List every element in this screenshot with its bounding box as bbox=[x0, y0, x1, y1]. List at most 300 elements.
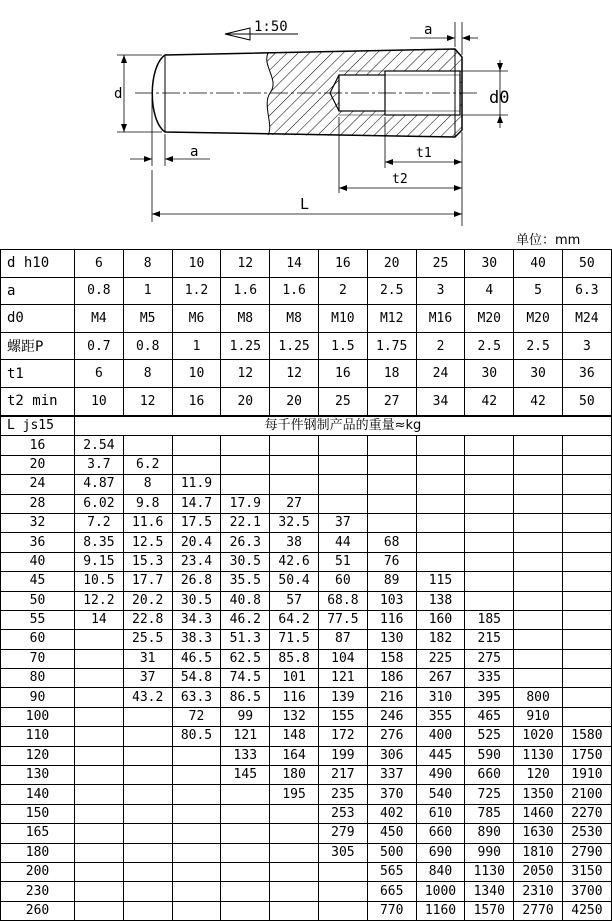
weight-cell: 46.5 bbox=[172, 649, 221, 668]
weight-cell bbox=[172, 785, 221, 804]
spec-cell: 8 bbox=[123, 250, 172, 278]
weight-row bbox=[1, 707, 612, 726]
weight-cell: 6.02 bbox=[75, 494, 124, 513]
weight-cell: 199 bbox=[318, 746, 367, 765]
weight-cell bbox=[221, 804, 270, 823]
label-t1: t1 bbox=[416, 146, 432, 161]
technical-drawing bbox=[0, 0, 612, 226]
weight-row bbox=[1, 901, 612, 920]
weight-cell bbox=[172, 436, 221, 455]
weight-cell: 7.2 bbox=[75, 513, 124, 532]
weight-cell: 445 bbox=[416, 746, 465, 765]
weight-cell: 76 bbox=[367, 552, 416, 571]
spec-row-label: d h10 bbox=[1, 250, 75, 278]
spec-row bbox=[1, 305, 612, 333]
weight-cell: 235 bbox=[318, 785, 367, 804]
weight-cell bbox=[562, 630, 611, 649]
weight-cell: 133 bbox=[221, 746, 270, 765]
weight-row-length: 28 bbox=[1, 494, 75, 513]
weight-cell: 3150 bbox=[562, 862, 611, 881]
weight-cell: 51 bbox=[318, 552, 367, 571]
weight-cell: 116 bbox=[367, 610, 416, 629]
weight-cell bbox=[123, 901, 172, 920]
weight-cell bbox=[221, 882, 270, 901]
weight-row-length: 50 bbox=[1, 591, 75, 610]
weight-row-length: 150 bbox=[1, 804, 75, 823]
weight-cell bbox=[123, 862, 172, 881]
weight-cell: 50.4 bbox=[270, 572, 319, 591]
spec-cell: M16 bbox=[416, 305, 465, 333]
weight-cell bbox=[172, 455, 221, 474]
weight-cell: 164 bbox=[270, 746, 319, 765]
weight-cell: 120 bbox=[514, 766, 563, 785]
weight-cell: 253 bbox=[318, 804, 367, 823]
weight-cell bbox=[270, 901, 319, 920]
weight-cell: 30.5 bbox=[172, 591, 221, 610]
weight-cell bbox=[75, 766, 124, 785]
weight-cell bbox=[514, 455, 563, 474]
spec-cell: M4 bbox=[75, 305, 124, 333]
spec-cell: M6 bbox=[172, 305, 221, 333]
weight-cell bbox=[123, 746, 172, 765]
weight-cell: 910 bbox=[514, 707, 563, 726]
weight-row-length: 60 bbox=[1, 630, 75, 649]
spec-row-label: 螺距P bbox=[1, 332, 75, 360]
weight-cell: 38 bbox=[270, 533, 319, 552]
weight-row bbox=[1, 630, 612, 649]
weight-cell: 160 bbox=[416, 610, 465, 629]
weight-row bbox=[1, 785, 612, 804]
weight-cell bbox=[514, 610, 563, 629]
weight-cell: 132 bbox=[270, 707, 319, 726]
spec-cell: 20 bbox=[367, 250, 416, 278]
weight-cell: 355 bbox=[416, 707, 465, 726]
weight-cell: 785 bbox=[465, 804, 514, 823]
weight-row-length: 140 bbox=[1, 785, 75, 804]
weight-cell: 20.2 bbox=[123, 591, 172, 610]
weight-cell bbox=[318, 901, 367, 920]
spec-row bbox=[1, 387, 612, 415]
weight-cell bbox=[75, 746, 124, 765]
spec-cell: 10 bbox=[172, 250, 221, 278]
spec-cell: 25 bbox=[416, 250, 465, 278]
spec-cell: 40 bbox=[514, 250, 563, 278]
label-a-left: a bbox=[190, 144, 199, 160]
weight-cell bbox=[75, 862, 124, 881]
weight-row bbox=[1, 766, 612, 785]
weight-row bbox=[1, 455, 612, 474]
weight-cell bbox=[123, 804, 172, 823]
weight-cell bbox=[318, 494, 367, 513]
spec-cell: 14 bbox=[270, 250, 319, 278]
weight-cell: 9.15 bbox=[75, 552, 124, 571]
weight-cell bbox=[270, 804, 319, 823]
spec-cell: 0.7 bbox=[75, 332, 124, 360]
weight-header-row bbox=[1, 417, 612, 436]
weight-cell: 279 bbox=[318, 824, 367, 843]
weight-cell: 104 bbox=[318, 649, 367, 668]
weight-cell: 46.2 bbox=[221, 610, 270, 629]
weight-cell: 1810 bbox=[514, 843, 563, 862]
weight-row-length: 200 bbox=[1, 862, 75, 881]
weight-cell: 225 bbox=[416, 649, 465, 668]
weight-cell: 335 bbox=[465, 669, 514, 688]
weight-cell bbox=[562, 533, 611, 552]
weight-cell: 40.8 bbox=[221, 591, 270, 610]
spec-cell: 0.8 bbox=[123, 332, 172, 360]
weight-cell: 87 bbox=[318, 630, 367, 649]
weight-cell: 148 bbox=[270, 727, 319, 746]
weight-cell bbox=[367, 455, 416, 474]
weight-cell bbox=[123, 882, 172, 901]
weight-row-length: 120 bbox=[1, 746, 75, 765]
label-L: L bbox=[300, 195, 310, 213]
weight-cell: 63.3 bbox=[172, 688, 221, 707]
weight-cell bbox=[514, 572, 563, 591]
spec-cell: 2.5 bbox=[514, 332, 563, 360]
weight-cell bbox=[172, 862, 221, 881]
weight-cell bbox=[562, 494, 611, 513]
weight-cell bbox=[172, 766, 221, 785]
weight-cell bbox=[172, 901, 221, 920]
spec-cell: 12 bbox=[123, 387, 172, 415]
spec-cell: 10 bbox=[172, 360, 221, 388]
weight-cell: 42.6 bbox=[270, 552, 319, 571]
weight-cell bbox=[123, 727, 172, 746]
weight-cell bbox=[221, 901, 270, 920]
spec-cell: 25 bbox=[318, 387, 367, 415]
weight-cell bbox=[416, 494, 465, 513]
weight-cell bbox=[221, 475, 270, 494]
weight-cell: 17.9 bbox=[221, 494, 270, 513]
weight-cell bbox=[465, 455, 514, 474]
weight-cell: 310 bbox=[416, 688, 465, 707]
weight-cell bbox=[270, 455, 319, 474]
spec-cell: 12 bbox=[221, 250, 270, 278]
weight-cell bbox=[562, 649, 611, 668]
weight-cell: 138 bbox=[416, 591, 465, 610]
weight-cell: 1630 bbox=[514, 824, 563, 843]
spec-row-label: d0 bbox=[1, 305, 75, 333]
weight-row bbox=[1, 552, 612, 571]
label-d: d bbox=[114, 86, 123, 102]
weight-cell: 770 bbox=[367, 901, 416, 920]
weight-cell bbox=[514, 552, 563, 571]
weight-cell bbox=[465, 494, 514, 513]
weight-cell bbox=[75, 785, 124, 804]
weight-cell bbox=[465, 436, 514, 455]
weight-cell: 22.8 bbox=[123, 610, 172, 629]
spec-cell: M20 bbox=[465, 305, 514, 333]
spec-cell: M12 bbox=[367, 305, 416, 333]
weight-row-length: 230 bbox=[1, 882, 75, 901]
weight-cell bbox=[562, 436, 611, 455]
weight-cell bbox=[75, 649, 124, 668]
weight-table bbox=[0, 416, 612, 921]
weight-cell: 139 bbox=[318, 688, 367, 707]
weight-cell bbox=[270, 436, 319, 455]
weight-row bbox=[1, 824, 612, 843]
weight-cell: 660 bbox=[465, 766, 514, 785]
weight-cell bbox=[172, 746, 221, 765]
spec-cell: 2 bbox=[318, 277, 367, 305]
weight-cell bbox=[416, 533, 465, 552]
spec-row bbox=[1, 250, 612, 278]
weight-cell: 31 bbox=[123, 649, 172, 668]
spec-cell: M5 bbox=[123, 305, 172, 333]
weight-cell bbox=[270, 882, 319, 901]
weight-cell bbox=[75, 824, 124, 843]
weight-cell: 306 bbox=[367, 746, 416, 765]
weight-cell: 1910 bbox=[562, 766, 611, 785]
weight-cell bbox=[75, 727, 124, 746]
label-t2: t2 bbox=[392, 172, 408, 187]
weight-cell: 1570 bbox=[465, 901, 514, 920]
weight-cell: 185 bbox=[465, 610, 514, 629]
spec-cell: 1.2 bbox=[172, 277, 221, 305]
weight-cell bbox=[465, 552, 514, 571]
weight-cell: 145 bbox=[221, 766, 270, 785]
spec-cell: 16 bbox=[318, 360, 367, 388]
weight-row bbox=[1, 475, 612, 494]
weight-cell: 35.5 bbox=[221, 572, 270, 591]
weight-cell: 37 bbox=[318, 513, 367, 532]
weight-cell: 85.8 bbox=[270, 649, 319, 668]
spec-cell: 1 bbox=[172, 332, 221, 360]
weight-row bbox=[1, 862, 612, 881]
weight-cell bbox=[221, 455, 270, 474]
weight-cell bbox=[221, 862, 270, 881]
weight-cell bbox=[318, 436, 367, 455]
weight-cell bbox=[416, 552, 465, 571]
spec-row bbox=[1, 277, 612, 305]
weight-cell: 68 bbox=[367, 533, 416, 552]
weight-cell bbox=[562, 610, 611, 629]
weight-cell: 267 bbox=[416, 669, 465, 688]
unit-label: 单位：mm bbox=[516, 233, 581, 248]
spec-cell: 1.75 bbox=[367, 332, 416, 360]
weight-row bbox=[1, 649, 612, 668]
spec-cell: M24 bbox=[562, 305, 611, 333]
weight-cell bbox=[514, 494, 563, 513]
weight-cell: 2790 bbox=[562, 843, 611, 862]
weight-cell bbox=[562, 455, 611, 474]
weight-cell bbox=[416, 513, 465, 532]
weight-cell bbox=[221, 436, 270, 455]
weight-cell bbox=[514, 591, 563, 610]
weight-row-length: 36 bbox=[1, 533, 75, 552]
weight-cell: 10.5 bbox=[75, 572, 124, 591]
spec-cell: 42 bbox=[465, 387, 514, 415]
weight-cell: 402 bbox=[367, 804, 416, 823]
spec-cell: M10 bbox=[318, 305, 367, 333]
weight-cell bbox=[270, 824, 319, 843]
weight-row-length: 110 bbox=[1, 727, 75, 746]
spec-cell: 5 bbox=[514, 277, 563, 305]
weight-cell: 20.4 bbox=[172, 533, 221, 552]
weight-cell: 3.7 bbox=[75, 455, 124, 474]
weight-cell bbox=[318, 862, 367, 881]
weight-cell: 1130 bbox=[514, 746, 563, 765]
spec-row-label: t1 bbox=[1, 360, 75, 388]
weight-cell bbox=[562, 572, 611, 591]
weight-cell bbox=[75, 882, 124, 901]
weight-cell: 890 bbox=[465, 824, 514, 843]
weight-row bbox=[1, 610, 612, 629]
weight-cell: 1460 bbox=[514, 804, 563, 823]
weight-cell: 2100 bbox=[562, 785, 611, 804]
spec-cell: 30 bbox=[465, 250, 514, 278]
weight-cell bbox=[75, 901, 124, 920]
weight-cell bbox=[270, 475, 319, 494]
weight-cell: 6.2 bbox=[123, 455, 172, 474]
weight-cell bbox=[416, 455, 465, 474]
weight-cell: 8.35 bbox=[75, 533, 124, 552]
weight-cell: 1020 bbox=[514, 727, 563, 746]
weight-cell bbox=[172, 804, 221, 823]
weight-cell: 54.8 bbox=[172, 669, 221, 688]
weight-cell bbox=[172, 843, 221, 862]
weight-cell: 155 bbox=[318, 707, 367, 726]
weight-row-length: 100 bbox=[1, 707, 75, 726]
spec-cell: 1.6 bbox=[221, 277, 270, 305]
weight-cell: 71.5 bbox=[270, 630, 319, 649]
weight-cell bbox=[514, 533, 563, 552]
weight-cell bbox=[75, 843, 124, 862]
weight-cell: 30.5 bbox=[221, 552, 270, 571]
weight-cell: 101 bbox=[270, 669, 319, 688]
weight-cell: 130 bbox=[367, 630, 416, 649]
spec-cell: 1.25 bbox=[270, 332, 319, 360]
weight-cell: 590 bbox=[465, 746, 514, 765]
weight-cell: 450 bbox=[367, 824, 416, 843]
weight-cell bbox=[562, 552, 611, 571]
weight-cell bbox=[514, 649, 563, 668]
spec-cell: M8 bbox=[221, 305, 270, 333]
weight-cell: 725 bbox=[465, 785, 514, 804]
weight-row bbox=[1, 494, 612, 513]
taper-label: 1:50 bbox=[254, 19, 288, 35]
weight-row bbox=[1, 804, 612, 823]
spec-cell: 16 bbox=[318, 250, 367, 278]
spec-table bbox=[0, 249, 612, 416]
weight-cell: 38.3 bbox=[172, 630, 221, 649]
spec-cell: 30 bbox=[465, 360, 514, 388]
weight-cell: 158 bbox=[367, 649, 416, 668]
spec-cell: 1 bbox=[123, 277, 172, 305]
spec-cell: 30 bbox=[514, 360, 563, 388]
weight-cell: 2530 bbox=[562, 824, 611, 843]
weight-cell bbox=[172, 882, 221, 901]
weight-cell bbox=[270, 843, 319, 862]
weight-cell: 23.4 bbox=[172, 552, 221, 571]
weight-cell bbox=[123, 766, 172, 785]
weight-cell: 2050 bbox=[514, 862, 563, 881]
weight-cell bbox=[123, 843, 172, 862]
weight-row-length: 55 bbox=[1, 610, 75, 629]
weight-cell: 27 bbox=[270, 494, 319, 513]
weight-cell bbox=[221, 843, 270, 862]
weight-cell bbox=[416, 436, 465, 455]
weight-cell: 565 bbox=[367, 862, 416, 881]
weight-cell: 610 bbox=[416, 804, 465, 823]
spec-cell: 20 bbox=[221, 387, 270, 415]
weight-cell: 180 bbox=[270, 766, 319, 785]
weight-cell: 276 bbox=[367, 727, 416, 746]
weight-cell: 2310 bbox=[514, 882, 563, 901]
weight-cell: 215 bbox=[465, 630, 514, 649]
spec-cell: 1.5 bbox=[318, 332, 367, 360]
weight-cell: 305 bbox=[318, 843, 367, 862]
weight-cell bbox=[562, 688, 611, 707]
spec-cell: 36 bbox=[562, 360, 611, 388]
weight-cell bbox=[514, 475, 563, 494]
weight-cell: 800 bbox=[514, 688, 563, 707]
weight-row-length: 70 bbox=[1, 649, 75, 668]
spec-cell: 2 bbox=[416, 332, 465, 360]
spec-row-label: t2 min bbox=[1, 387, 75, 415]
weight-row bbox=[1, 843, 612, 862]
weight-cell bbox=[270, 862, 319, 881]
weight-cell: 337 bbox=[367, 766, 416, 785]
weight-cell: 116 bbox=[270, 688, 319, 707]
weight-row-length: 260 bbox=[1, 901, 75, 920]
weight-row-length: 165 bbox=[1, 824, 75, 843]
spec-cell: 50 bbox=[562, 387, 611, 415]
weight-cell: 186 bbox=[367, 669, 416, 688]
weight-cell: 1000 bbox=[416, 882, 465, 901]
spec-cell: 4 bbox=[465, 277, 514, 305]
weight-cell bbox=[75, 669, 124, 688]
spec-cell: 6.3 bbox=[562, 277, 611, 305]
spec-cell: M20 bbox=[514, 305, 563, 333]
weight-cell bbox=[75, 630, 124, 649]
weight-cell: 17.7 bbox=[123, 572, 172, 591]
weight-cell: 4250 bbox=[562, 901, 611, 920]
weight-cell bbox=[75, 688, 124, 707]
weight-cell bbox=[562, 707, 611, 726]
spec-cell: 2.5 bbox=[367, 277, 416, 305]
label-a-top: a bbox=[424, 22, 433, 38]
weight-cell bbox=[75, 804, 124, 823]
weight-cell bbox=[318, 882, 367, 901]
weight-cell: 500 bbox=[367, 843, 416, 862]
weight-cell: 14.7 bbox=[172, 494, 221, 513]
weight-cell bbox=[367, 494, 416, 513]
weight-row bbox=[1, 746, 612, 765]
spec-cell: 50 bbox=[562, 250, 611, 278]
spec-cell: 3 bbox=[562, 332, 611, 360]
weight-cell: 64.2 bbox=[270, 610, 319, 629]
pin-drawing-svg bbox=[0, 0, 612, 226]
spec-row bbox=[1, 360, 612, 388]
weight-cell: 525 bbox=[465, 727, 514, 746]
weight-header-left: L js15 bbox=[1, 417, 75, 436]
weight-cell bbox=[123, 707, 172, 726]
spec-cell: 34 bbox=[416, 387, 465, 415]
weight-cell bbox=[221, 785, 270, 804]
weight-cell: 1130 bbox=[465, 862, 514, 881]
spec-row bbox=[1, 332, 612, 360]
spec-cell: 8 bbox=[123, 360, 172, 388]
weight-cell bbox=[318, 455, 367, 474]
weight-cell bbox=[367, 436, 416, 455]
weight-row-length: 40 bbox=[1, 552, 75, 571]
weight-cell: 660 bbox=[416, 824, 465, 843]
spec-cell: 20 bbox=[270, 387, 319, 415]
weight-cell: 62.5 bbox=[221, 649, 270, 668]
spec-cell: 10 bbox=[75, 387, 124, 415]
